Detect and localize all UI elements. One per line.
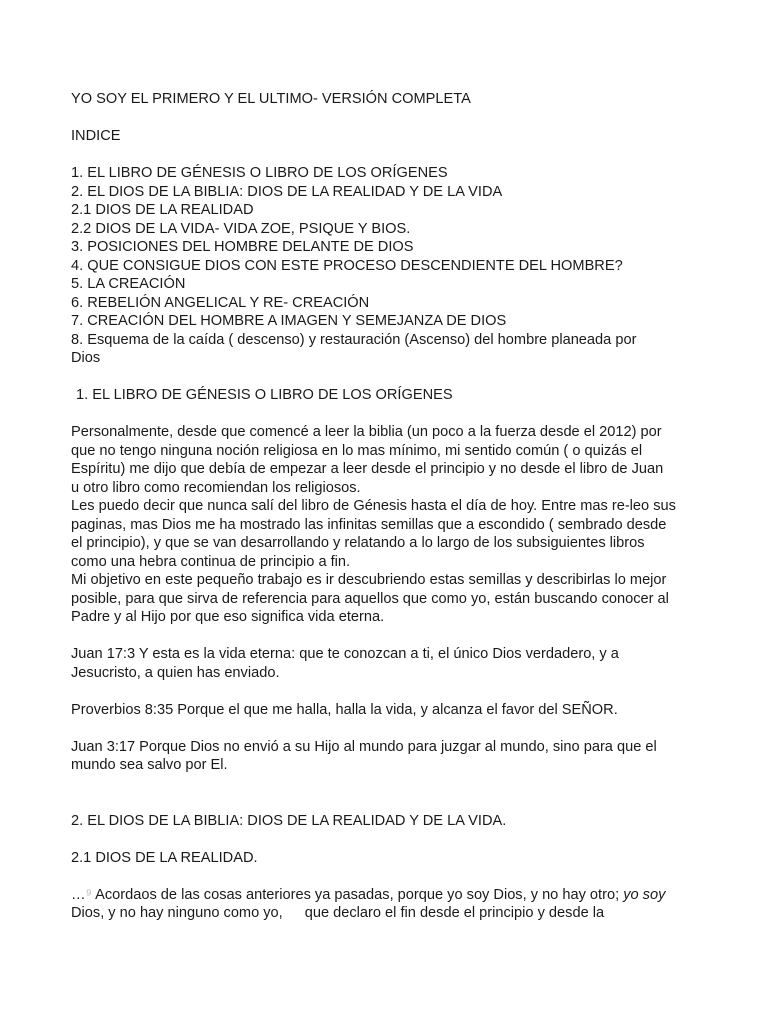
verse-juan-3-17 <box>71 738 711 775</box>
section-1-paragraph <box>71 423 711 627</box>
section-2-1-heading: 2.1 DIOS DE LA REALIDAD. <box>71 849 258 866</box>
index-item: 2. EL DIOS DE LA BIBLIA: DIOS DE LA REALIDAD Y DE LA VIDA <box>71 183 503 200</box>
quote-text: Dios, y no hay ninguno como yo, <box>71 905 283 921</box>
spacer <box>71 867 711 886</box>
index-item: 5. LA CREACIÓN <box>71 276 186 292</box>
index-item: 8. Esquema de la caída ( descenso) y restauración (Ascenso) del hombre planeada por <box>71 331 637 348</box>
quote-block <box>71 886 711 923</box>
quote-line <box>71 904 711 923</box>
index-item: 1. EL LIBRO DE GÉNESIS O LIBRO DE LOS ORÍGENES <box>71 165 448 181</box>
quote-italic-text: yo soy <box>623 886 666 903</box>
index-list <box>71 164 711 368</box>
section-2-heading: 2. EL DIOS DE LA BIBLIA: DIOS DE LA REALIDAD Y DE LA VIDA. <box>71 812 507 829</box>
paragraph-line: como una hebra continua de principio a fin. <box>71 553 351 570</box>
paragraph-line: Padre y al Hijo por que eso significa vida eterna. <box>71 609 385 625</box>
spacer <box>71 830 711 849</box>
paragraph-line: Mi objetivo en este pequeño trabajo es ir descubriendo estas semillas y describirlas lo mejor <box>71 572 667 588</box>
spacer <box>71 109 711 128</box>
index-item: 7. CREACIÓN DEL HOMBRE A IMAGEN Y SEMEJANZA DE DIOS <box>71 313 507 329</box>
paragraph-line: u otro libro como recomiendan los religiosos. <box>71 479 361 496</box>
spacer <box>71 775 711 794</box>
verse-line: Jesucristo, a quien has enviado. <box>71 664 280 681</box>
index-item: 4. QUE CONSIGUE DIOS CON ESTE PROCESO DESCENDIENTE DEL HOMBRE? <box>71 257 623 274</box>
index-item: 3. POSICIONES DEL HOMBRE DELANTE DE DIOS <box>71 239 414 255</box>
document-page <box>71 90 711 923</box>
verse-number-mark: ⁹ <box>85 886 92 903</box>
paragraph-line: Les puedo decir que nunca salí del libro de Génesis hasta el día de hoy. Entre mas re-leo sus <box>71 498 676 514</box>
spacer <box>71 627 711 646</box>
quote-line <box>71 886 711 905</box>
paragraph-line: paginas, mas Dios me ha mostrado las infinitas semillas que a escondido ( sembrado desde <box>71 516 667 533</box>
spacer <box>71 793 711 812</box>
spacer <box>71 405 711 424</box>
verse-line: Juan 17:3 Y esta es la vida eterna: que te conozcan a ti, el único Dios verdadero, y a <box>71 646 619 662</box>
document-title: YO SOY EL PRIMERO Y EL ULTIMO- VERSIÓN COMPLETA <box>71 91 471 107</box>
paragraph-line: el principio), y que se van desarrollando y relatando a lo largo de los subsiguientes libros <box>71 535 645 551</box>
index-heading: INDICE <box>71 128 121 144</box>
spacer <box>71 682 711 701</box>
index-item: 2.2 DIOS DE LA VIDA- VIDA ZOE, PSIQUE Y BIOS. <box>71 220 411 237</box>
index-item: 2.1 DIOS DE LA REALIDAD <box>71 202 254 218</box>
paragraph-line: que no tengo ninguna noción religiosa en lo mas mínimo, mi sentido común ( o quizás el <box>71 442 643 459</box>
index-item: Dios <box>71 350 101 366</box>
quote-text: Acordaos de las cosas anteriores ya pasadas, porque yo soy Dios, y no hay otro; <box>95 886 624 903</box>
verse-line: Juan 3:17 Porque Dios no envió a su Hijo al mundo para juzgar al mundo, sino para que el <box>71 738 657 755</box>
spacer <box>71 719 711 738</box>
paragraph-line: Espíritu) me dijo que debía de empezar a leer desde el principio y no desde el libro de Juan <box>71 461 664 477</box>
quote-text: que declaro el fin desde el principio y desde la <box>304 905 605 921</box>
verse-line: mundo sea salvo por El. <box>71 757 228 773</box>
ellipsis: … <box>71 886 86 903</box>
spacer <box>71 146 711 165</box>
spacer <box>71 368 711 387</box>
verse-proverbios-8-35: Proverbios 8:35 Porque el que me halla, halla la vida, y alcanza el favor del SEÑOR. <box>71 701 618 718</box>
paragraph-line: posible, para que sirva de referencia para aquellos que como yo, están buscando conocer al <box>71 590 669 607</box>
index-item: 6. REBELIÓN ANGELICAL Y RE- CREACIÓN <box>71 294 370 311</box>
section-1-heading: 1. EL LIBRO DE GÉNESIS O LIBRO DE LOS ORÍGENES <box>76 387 453 403</box>
verse-juan-17-3 <box>71 645 711 682</box>
paragraph-line: Personalmente, desde que comencé a leer la biblia (un poco a la fuerza desde el 2012) por <box>71 424 662 440</box>
